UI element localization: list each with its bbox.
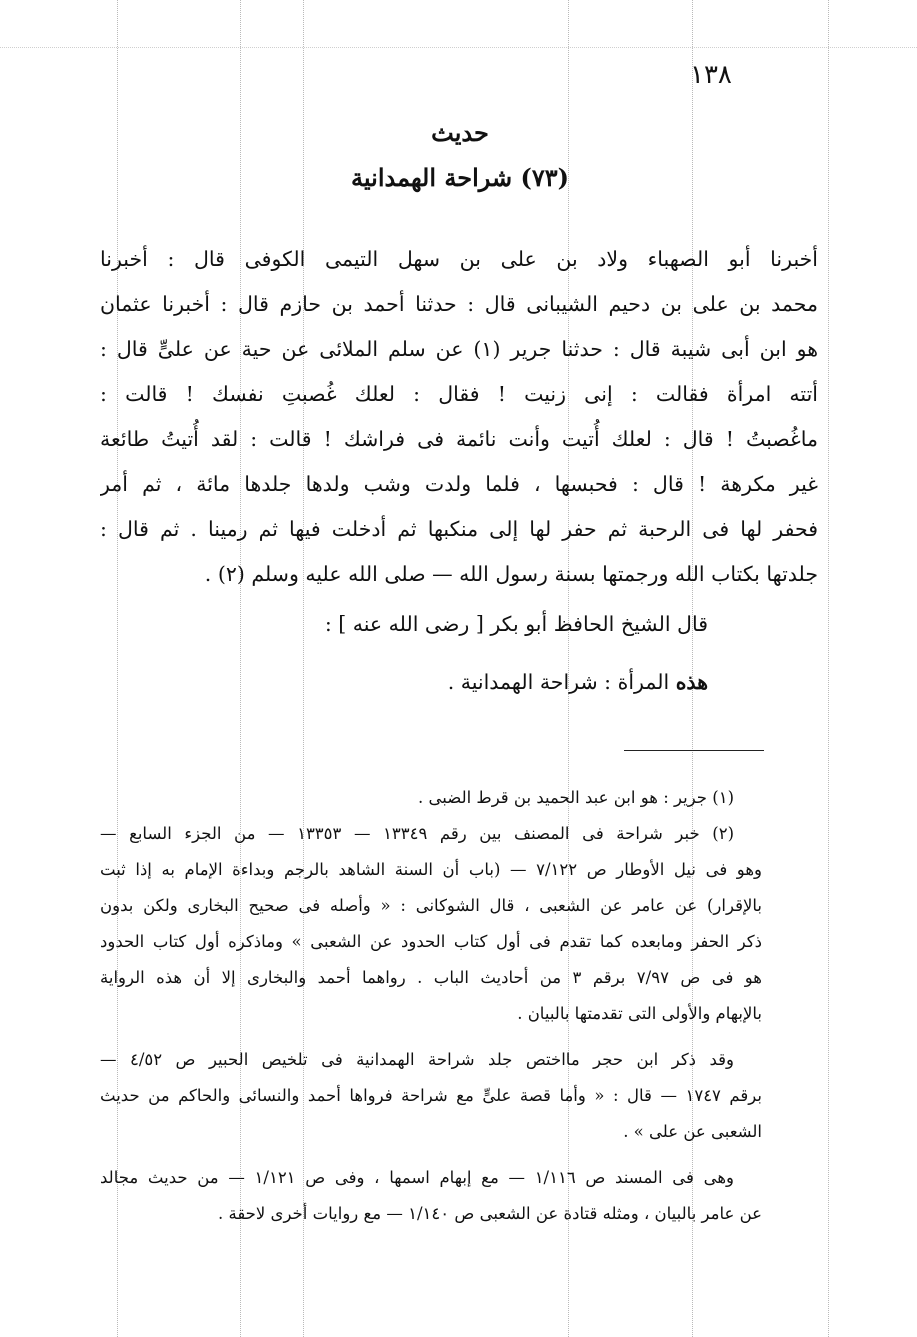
footnote-line: برقم ١٧٤٧ — قال : « وأما قصة علىٍّ مع شراحة فرواها أحمد والنسائى والحاكم من حديث	[100, 1086, 762, 1105]
footnote-line: (١) جرير : هو ابن عبد الحميد بن قرط الضبى .	[418, 788, 734, 807]
footnote-line: هو فى ص ٧/٩٧ برقم ٣ من أحاديث الباب . رواهما أحمد والبخارى إلا أن هذه الرواية	[100, 968, 762, 987]
page-number: ١٣٨	[690, 60, 732, 90]
conclusion-line	[100, 670, 708, 694]
hadith-body	[100, 237, 818, 597]
footnote-line: وقد ذكر ابن حجر مااختص جلد شراحة الهمدانية فى تلخيص الحبير ص ٤/٥٢ —	[100, 1050, 734, 1069]
conclusion-label: هذه	[675, 670, 708, 694]
footnote-separator	[624, 750, 764, 751]
body-line: محمد بن على بن دحيم الشيبانى قال : حدثنا أحمد بن حازم قال : أخبرنا عثمان	[100, 292, 818, 316]
footnote-line: وهى فى المسند ص ١/١١٦ — مع إبهام اسمها ، وفى ص ١/١٢١ — من حديث مجالد	[100, 1168, 734, 1187]
body-line: أتته امرأة فقالت : إنى زنيت ! فقال : لعلك غُصبتِ نفسك ! قالت :	[100, 382, 818, 406]
body-line: ماغُصبتُ ! قال : لعلك أُتيت وأنت نائمة فى فراشك ! قالت : لقد أُتيتُ طائعة	[100, 427, 818, 451]
section-title: (٧٣) شراحة الهمدانية	[351, 163, 569, 192]
body-line: أخبرنا أبو الصهباء ولاد بن على بن سهل التيمى الكوفى قال : أخبرنا	[100, 247, 818, 271]
footnote-line: عن عامر بالبيان ، ومثله قتادة عن الشعبى ص ١/١٤٠ — مع روايات أخرى لاحقة .	[218, 1204, 762, 1223]
body-line: هو ابن أبى شيبة قال : حدثنا جرير (١) عن سلم الملائى عن حية عن علىٍّ قال :	[100, 337, 818, 361]
footnote-line: الشعبى عن على » .	[623, 1122, 762, 1141]
body-line: غير مكرهة ! قال : فحبسها ، فلما ولدت وشب ولدها جلدها مائة ، ثم أمر	[100, 472, 818, 496]
footnote-line: وهو فى نيل الأوطار ص ٧/١٢٢ — (باب أن السنة الشاهد بالرجم وبداءة الإمام به إذا ثبت	[100, 860, 762, 879]
scan-guide-line	[0, 47, 917, 48]
footnote-line: بالإقرار) عن عامر عن الشعبى ، قال الشوكانى : « وأصله فى صحيح البخارى ولكن بدون	[100, 896, 762, 915]
footnote-line: ذكر الحفر ومابعده كما تقدم فى أول كتاب الحدود عن الشعبى » وماذكره أول كتاب الحدود	[100, 932, 762, 951]
body-line: جلدتها بكتاب الله ورجمتها بسنة رسول الله — صلى الله عليه وسلم (٢) .	[204, 562, 818, 586]
footnote-line: (٢) خبر شراحة فى المصنف بين رقم ١٣٣٤٩ — ١٣٣٥٣ — من الجزء السابع —	[100, 824, 735, 843]
section-kind-heading: حديث	[431, 118, 489, 147]
body-line: فحفر لها فى الرحبة ثم حفر لها إلى منكبها ثم أدخلت فيها ثم رمينا . ثم قال :	[100, 517, 818, 541]
conclusion-text: المرأة : شراحة الهمدانية .	[447, 670, 670, 694]
scan-guide-line	[828, 0, 829, 1337]
author-remark: قال الشيخ الحافظ أبو بكر [ رضى الله عنه ] :	[324, 612, 708, 636]
footnote-line: بالإبهام والأولى التى تقدمتها بالبيان .	[517, 1004, 762, 1023]
footnotes	[100, 780, 762, 1232]
